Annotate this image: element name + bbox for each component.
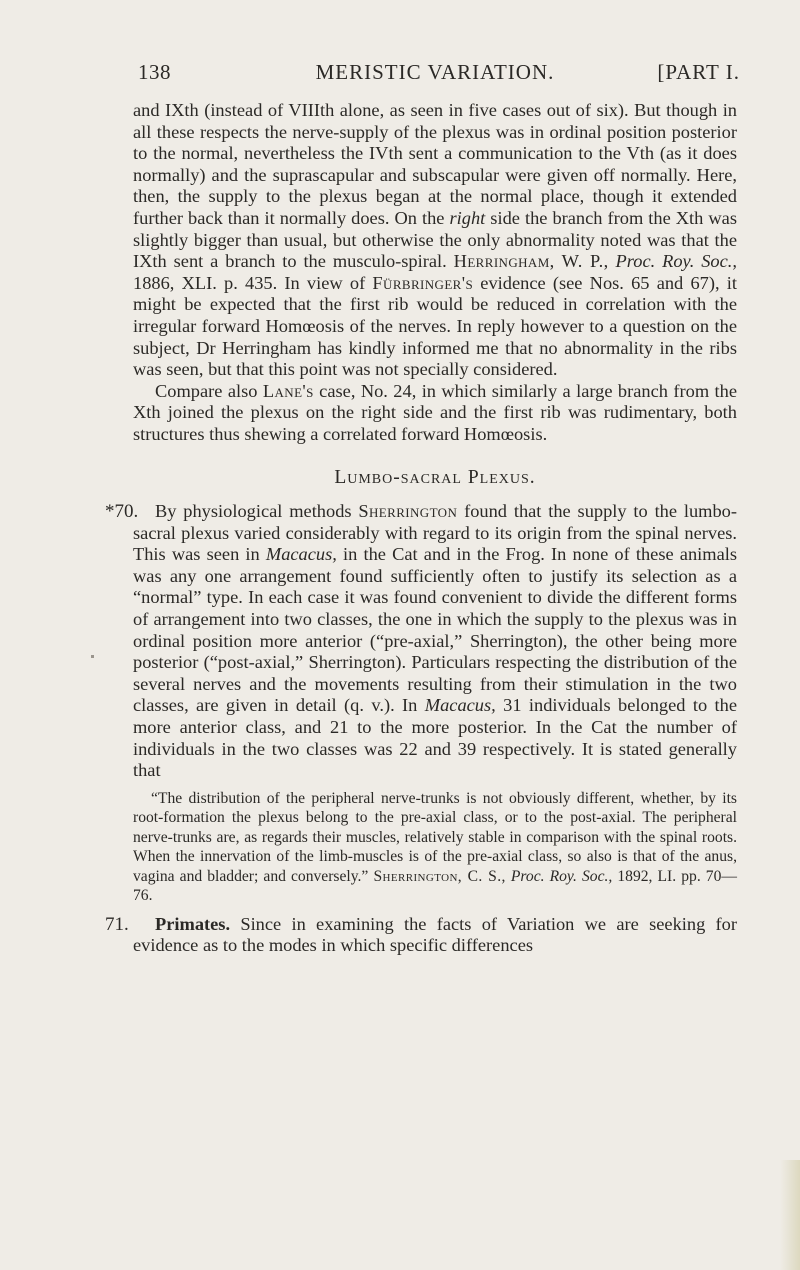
paragraph-number: 71. <box>105 913 129 935</box>
citation-author: Sherrington, C. S., <box>373 867 506 885</box>
section-heading: Lumbo-sacral Plexus. <box>334 466 536 488</box>
page-number: 138 <box>138 60 171 84</box>
margin-mark <box>91 655 94 658</box>
text-run: Compare also <box>155 380 263 401</box>
running-title: MERISTIC VARIATION. <box>315 60 555 84</box>
italic-text: Macacus, <box>424 695 496 716</box>
paragraph-70 <box>105 501 737 782</box>
italic-text: Macacus, <box>265 544 337 565</box>
quote-text: “The distribution of the peripheral nerve-trunks is not obviously different, whether, by its root-formation the plexus belong to the pre-axial class, or to the post-axial. The peripheral nerve-trunks are, as regards their muscles, relatively stable in comparison with the spinal roots. When the innervation of the limb-muscles is of the pre-axial class, so also is that of the anus, vagina and bladder; and conversely.” <box>133 789 737 885</box>
text-run: 1886, XLI. p. 435. In view of <box>133 272 373 293</box>
paragraph-continuation <box>133 100 737 381</box>
author-name: Fürbringer's <box>372 272 474 293</box>
part-label: [PART I. <box>657 60 740 84</box>
block-quote <box>133 789 737 906</box>
body-text <box>105 100 737 957</box>
text-run: By physiological methods <box>155 501 359 522</box>
paragraph-71 <box>105 913 737 957</box>
author-name: Sherrington <box>358 501 458 522</box>
text-run: 1892, LI. pp. 70—76. <box>133 867 737 905</box>
citation-author: Herringham, W. P., <box>453 251 609 272</box>
paragraph-number: *70. <box>105 501 139 523</box>
text-run: evidence (see Nos. 65 and 67), it might be expected that the first rib would be reduced in correlation with the irregular forward Homœosis of the nerves. In reply however to a question on the subject, Dr Herringham has kindly informed me that no abnormality in the ribs was seen, but that this point was not specially considered. <box>133 272 737 380</box>
text-run: 31 individuals belonged to the more anterior class, and 21 to the more posterior. In the Cat the number of individuals in the two classes was 22 and 39 respectively. It is stated generally that <box>133 695 737 781</box>
italic-text: right <box>449 207 486 228</box>
text-run: side the branch from the Xth was slightly bigger than usual, but otherwise the only abnormality noted was that the IXth sent a branch to the musculo-spiral. <box>133 207 737 272</box>
text-run: case, No. 24, in which similarly a large branch from the Xth joined the plexus on the right side and the first rib was rudimentary, both structures thus shewing a correlated forward Homœosis. <box>133 380 737 444</box>
citation-journal: Proc. Roy. Soc., <box>615 251 737 272</box>
paragraph-heading: Primates. <box>155 913 231 934</box>
citation-journal: Proc. Roy. Soc., <box>510 867 613 885</box>
author-name: Lane's <box>262 380 314 401</box>
text-run: in the Cat and in the Frog. In none of these animals was any one arrangement found sufficiently often to justify its selection as a “normal” type. In each case it was found convenient to divide the different forms of arrangement into two classes, the one in which the supply to the plexus was in ordinal position more anterior (“pre-axial,” Sherrington), the other being more posterior (“post-axial,” Sherrington). Particulars respecting the distribution of the several nerves and the movements resulting from their stimulation in the two classes, are given in detail (q. v.). In <box>133 544 737 716</box>
text-run: Since in examining the facts of Variation we are seeking for evidence as to the modes in which specific differences <box>133 913 737 956</box>
text-run: found that the supply to the lumbo-sacral plexus varied considerably with regard to its origin from the spinal nerves. This was seen in <box>133 501 737 565</box>
running-head <box>130 60 740 90</box>
text-run: and IXth (instead of VIIIth alone, as seen in five cases out of six). But though in all these respects the nerve-supply of the plexus was in ordinal position posterior to the normal, nevertheless the IVth sent a communication to the Vth (as it does normally) and the suprascapular and subscapular were given off normally. Here, then, the supply to the plexus began at the normal place, though it extended further back than it normally does. On the <box>133 100 737 228</box>
page-edge-stain <box>780 1160 800 1270</box>
paragraph-compare <box>133 381 737 446</box>
